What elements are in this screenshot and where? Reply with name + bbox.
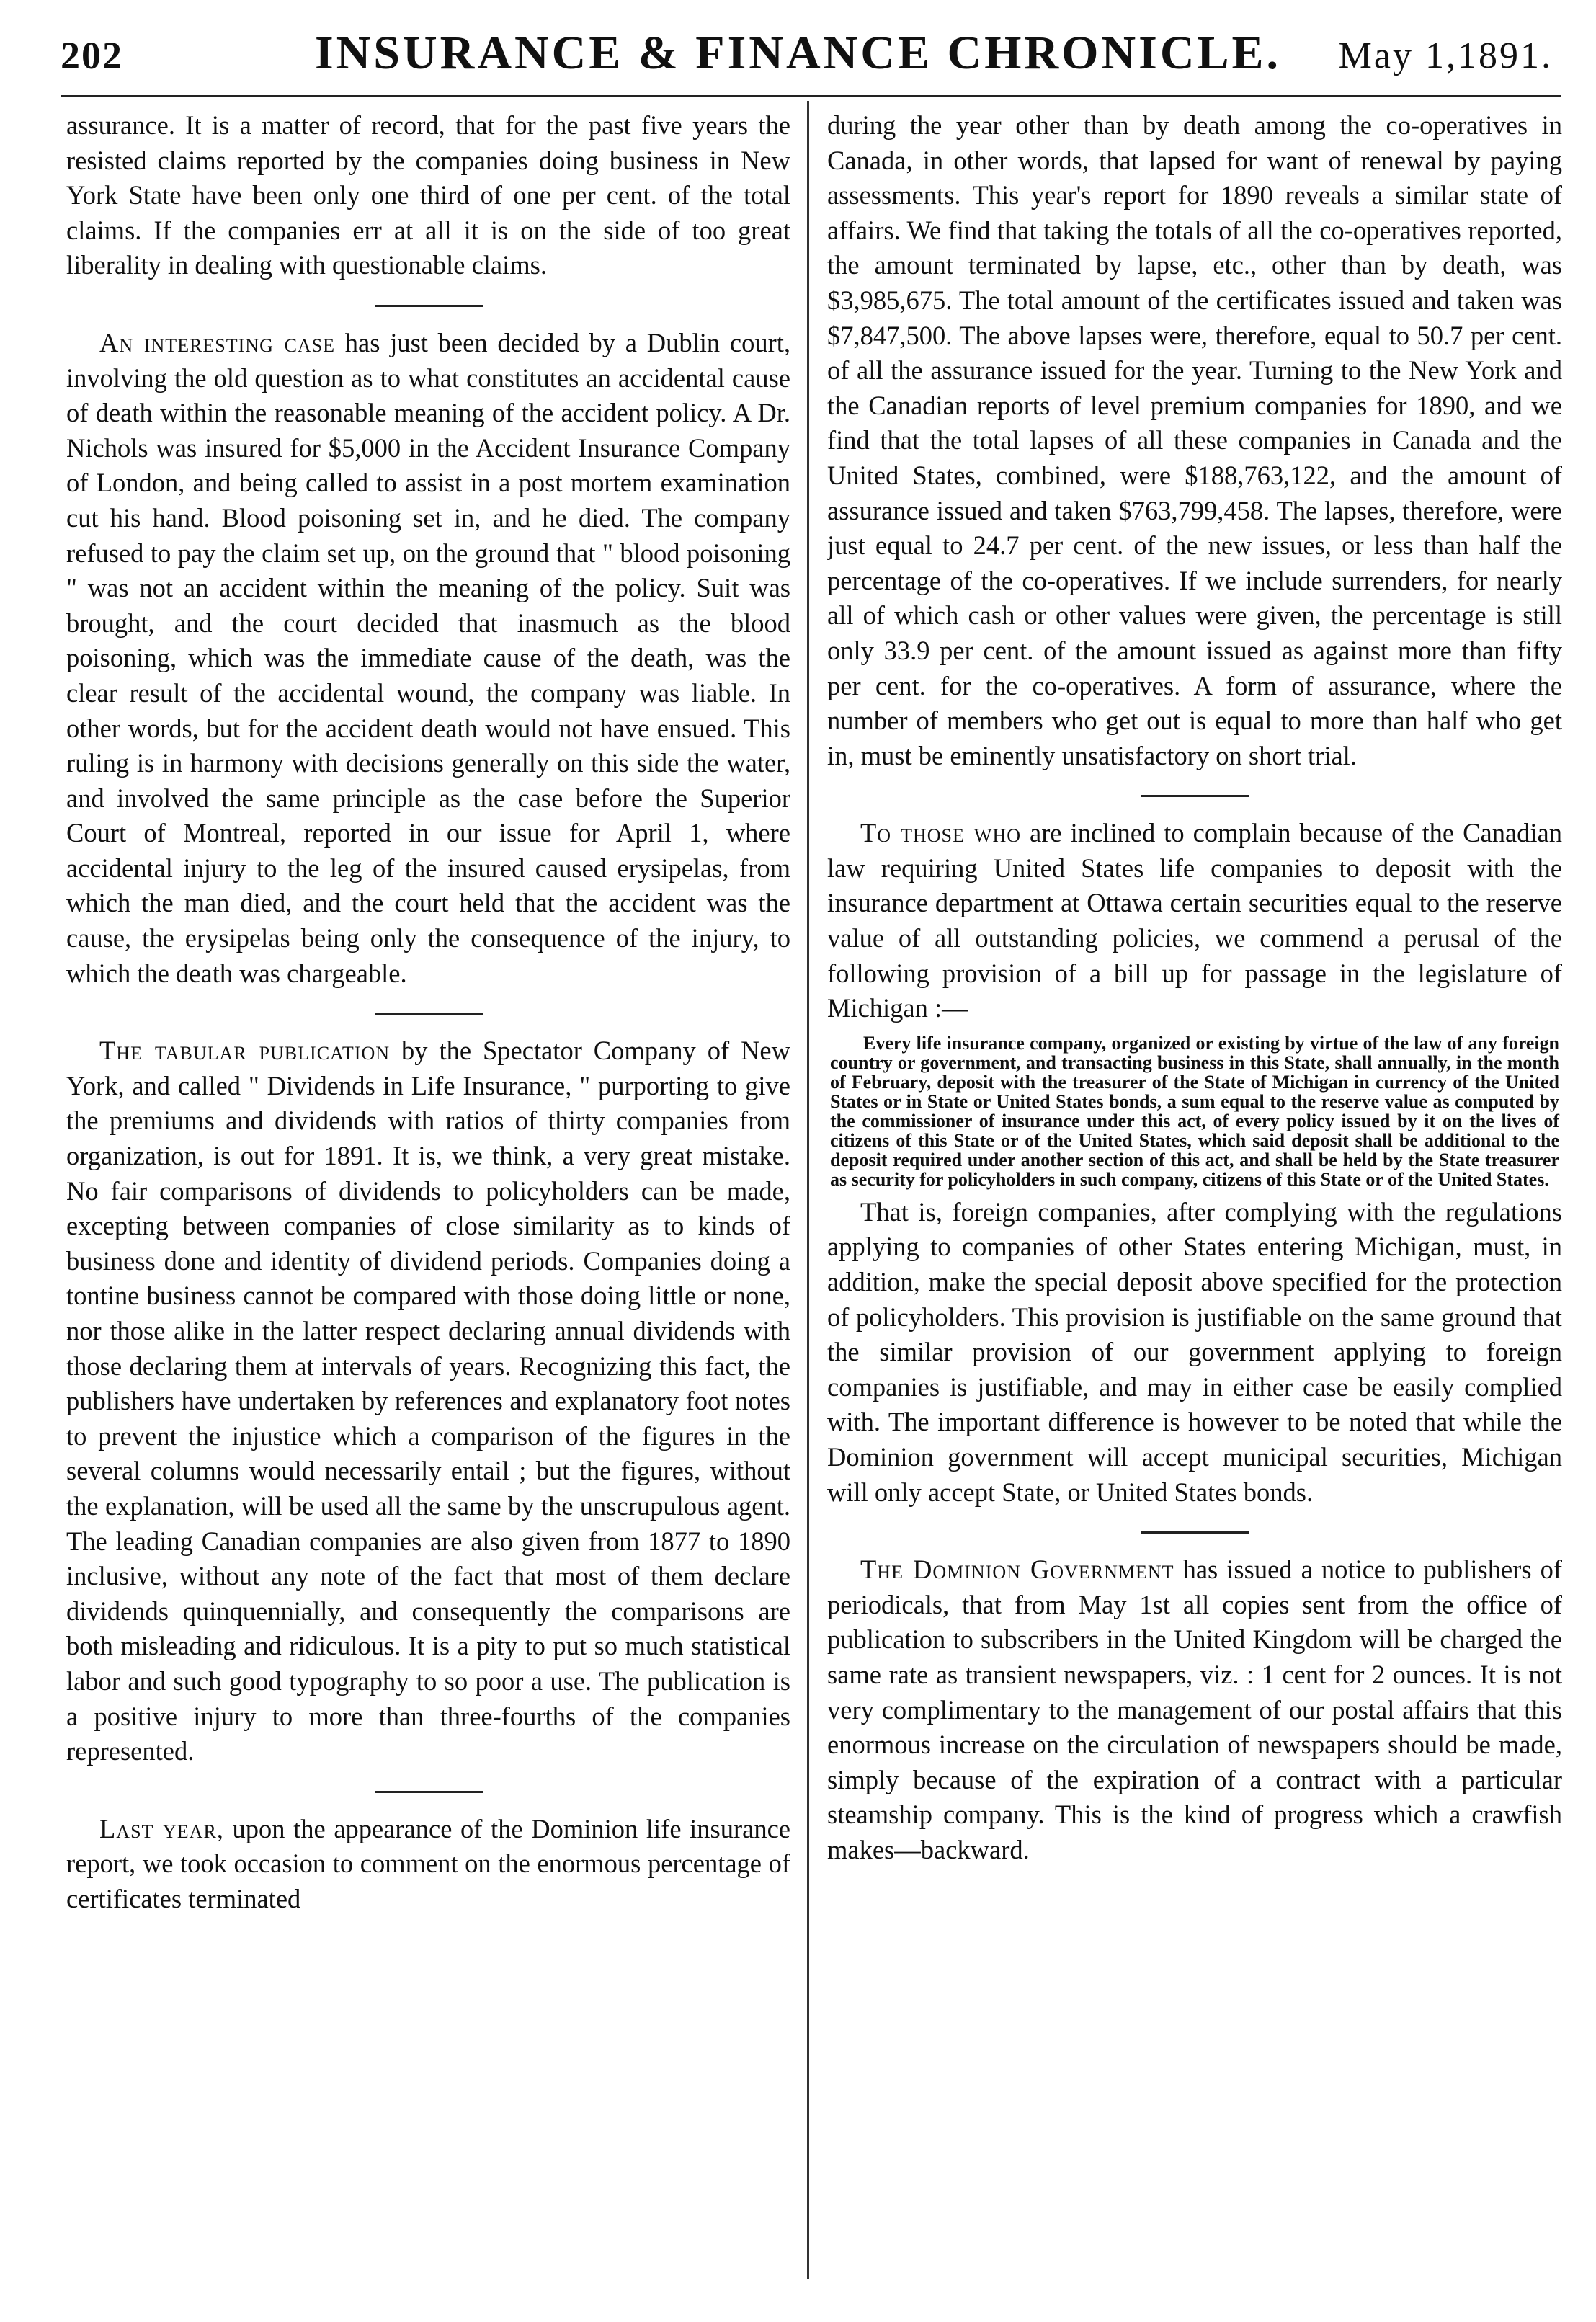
publication-title: INSURANCE & FINANCE CHRONICLE. xyxy=(314,27,1282,79)
article-paragraph xyxy=(66,1033,790,1769)
issue-date: May 1,1891. xyxy=(1338,35,1553,76)
article-text: upon the appearance of the Dominion life insurance report, we took occasion to comment on the enormous percentage of certificates terminated xyxy=(66,1813,790,1913)
article-lead-in: Last year, xyxy=(99,1813,224,1843)
article-lead-in: An interesting case xyxy=(99,327,336,357)
article-text: are inclined to complain because of the Canadian law requiring United States life companies to deposit with the insurance department at Ottawa certain securities equal to the reserve value of all outstanding policies, we commend a perusal of the following provision of a bill up for passage in the legislature of Michigan :— xyxy=(827,818,1562,1023)
article-paragraph: during the year other than by death among the co-operatives in Canada, in other words, that lapsed for want of renewal by paying assessments. This year's report for 1890 reveals a similar state of affairs. We find that taking the totals of all the co-operatives reported, the amount terminated by lapse, etc., other than by death, was $3,985,675. The total amount of the certificates issued and taken was $7,847,500. The above lapses were, therefore, equal to 50.7 per cent. of all the assurance issued for the year. Turning to the New York and the Canadian reports of level premium companies for 1890, and we find that the total lapses of all these companies in Canada and the United States, combined, were $188,763,122, and the amount of assurance issued and taken $763,799,458. The lapses, therefore, were just equal to 24.7 per cent. of the new issues, or less than half the percentage of the co-operatives. If we include surrenders, for nearly all of which cash or other values were given, the percentage is still only 33.9 per cent. of the amount issued as against more than fifty per cent. for the co-operatives. A form of assurance, where the number of members who get out is equal to more than half who get in, must be eminently unsatisfactory on short trial. xyxy=(827,110,1562,770)
article-paragraph xyxy=(827,816,1562,1026)
article-paragraph xyxy=(827,1552,1562,1867)
legislative-quote: Every life insurance company, organized or existing by virtue of the law of any foreign country or government, and transacting business in this State, shall annually, in the month of February, deposit with the treasurer of the State of Michigan in currency of the United States or in State or United States bonds, a sum equal to the reserve value as computed by the commissioner of insurance under this act, of every policy issued by it on the lives of citizens of this State or of the United States, which said deposit shall be additional to the deposit required under another section of this act, and shall be held by the State treasurer as security for policyholders in such company, citizens of this State or of the United States. xyxy=(830,1032,1559,1190)
left-column xyxy=(66,108,790,2279)
article-lead-in: The Dominion Government xyxy=(860,1554,1174,1585)
article-paragraph xyxy=(66,326,790,991)
article-paragraph xyxy=(66,1812,790,1917)
page-header xyxy=(0,0,1596,86)
article-text: by the Spectator Company of New York, and called " Dividends in Life Insurance, " purporting to give the premiums and dividends with ratios of thirty companies from organization, is out for 1891. It is, we think, a very great mistake. No fair comparisons of dividends to policyholders can be made, excepting between companies of close similarity as to kinds of business done and identity of dividend periods. Companies doing a tontine business cannot be compared with those doing little or none, nor those alike in the latter respect declaring annual dividends with those declaring them at intervals of years. Recognizing this fact, the publishers have undertaken by references and explanatory foot notes to prevent the injustice which a comparison of the figures in the several columns would necessarily entail ; but the figures, without the explanation, will be used all the same by the unscrupulous agent. The leading Canadian companies are also given from 1877 to 1890 inclusive, without any note of the fact that most of them declare dividends quinquennially, and consequently the comparisons are both misleading and ridiculous. It is a pity to put so much statistical labor and such good typography to so poor a use. The publication is a positive injury to more than three-fourths of the companies represented. xyxy=(66,1036,790,1766)
article-text: has just been decided by a Dublin court, involving the old question as to what constitutes an accidental cause of death within the reasonable meaning of the accident policy. A Dr. Nichols was insured for $5,000 in the Accident Insurance Company of London, and being called to assist in a post mortem examination cut his hand. Blood poisoning set in, and he died. The company refused to pay the claim set up, on the ground that " blood poisoning " was not an accident within the meaning of the policy. Suit was brought, and the court decided that inasmuch as the blood poisoning, which was the immediate cause of the death, was the clear result of the accidental wound, the company was liable. In other words, but for the accident death would not have ensued. This ruling is in harmony with decisions generally on this side the water, and involved the same principle as the case before the Superior Court of Montreal, reported in our issue for April 1, where accidental injury to the leg of the insured caused erysipelas, from which the man died, and the court held that the accident was the cause, the erysipelas being only the consequence of the injury, to which the death was chargeable. xyxy=(66,327,790,988)
column-rule xyxy=(807,101,809,2279)
article-lead-in: The tabular publication xyxy=(99,1036,391,1066)
article-lead-in: To those who xyxy=(860,818,1022,848)
right-column xyxy=(827,108,1562,2279)
section-divider xyxy=(1141,795,1249,797)
section-divider xyxy=(375,1013,483,1015)
article-paragraph: assurance. It is a matter of record, that for the past five years the resisted claims reported by the companies doing business in New York State have been only one third of one per cent. of the total claims. If the companies err at all it is on the side of too great liberality in dealing with questionable claims. xyxy=(66,110,790,280)
page-number: 202 xyxy=(61,34,123,77)
article-paragraph: That is, foreign companies, after complying with the regulations applying to companies of other States entering Michigan, must, in addition, make the special deposit above specified for the protection of policyholders. This provision is justifiable on the same ground that the similar provision of our government applying to foreign companies is justifiable, and may in either case be easily complied with. The important difference is however to be noted that while the Dominion government will accept municipal securities, Michigan will only accept State, or United States bonds. xyxy=(827,1196,1562,1507)
section-divider xyxy=(375,1791,483,1793)
article-text: has issued a notice to publishers of periodicals, that from May 1st all copies sent from the office of publication to subscribers in the United Kingdom will be charged the same rate as transient newspapers, viz. : 1 cent for 2 ounces. It is not very complimentary to the management of our postal affairs that this enormous increase on the circulation of newspapers should be made, simply because of the expiration of a contract with a particular steamship company. This is the kind of progress which a crawfish makes—backward. xyxy=(827,1554,1562,1864)
header-rule xyxy=(61,95,1561,97)
section-divider xyxy=(1141,1531,1249,1534)
section-divider xyxy=(375,305,483,307)
